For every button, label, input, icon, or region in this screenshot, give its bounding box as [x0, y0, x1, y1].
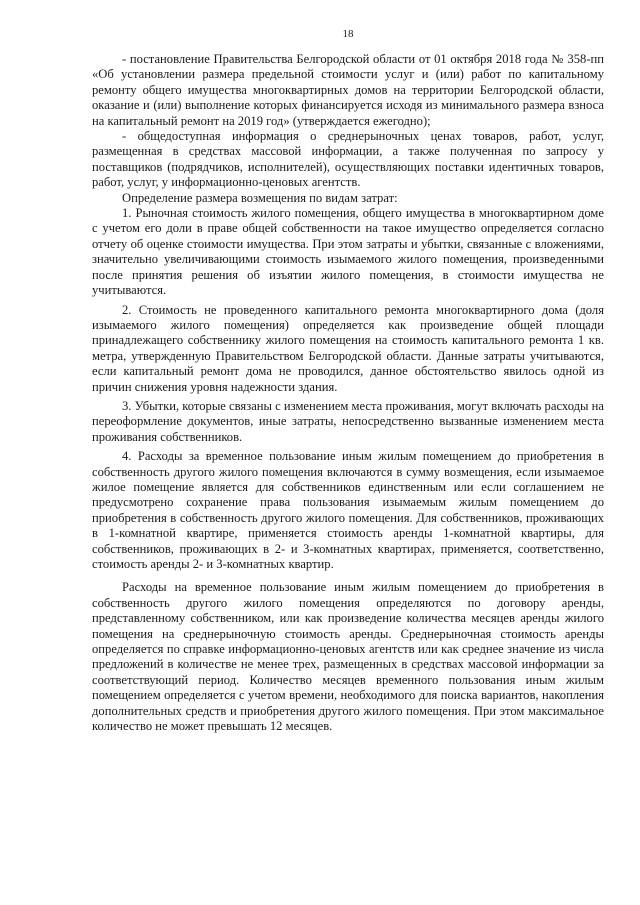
paragraph-item-3: 3. Убытки, которые связаны с изменением места проживания, могут включать расходы на переоформление документов, иные затраты, непосредственно вызванные изменением места проживания собственников. — [92, 398, 604, 444]
paragraph-public-info: - общедоступная информация о среднерыночных ценах товаров, работ, услуг, размещенная в средствах массовой информации, а также полученная по запросу у поставщиков (подрядчиков, исполнителей), осуществляющих поставки идентичных товаров, работ, услуг, у информационно-ценовых агентств. — [92, 129, 604, 190]
paragraph-item-1: 1. Рыночная стоимость жилого помещения, общего имущества в многоквартирном доме с учетом его доли в праве общей собственности на такое имущество определяется согласно отчету об оценке стоимости имущества. При этом затраты и убытки, связанные с вложениями, значительно увеличивающими стоимость изымаемого жилого помещения, произведенными после принятия решения об изъятии жилого помещения, в стоимости имущества не учитываются. — [92, 206, 604, 298]
page-number: 18 — [342, 28, 354, 40]
paragraph-rental-expenses: Расходы на временное пользование иным жилым помещением до приобретения в собственность другого жилого помещения определяются по договору аренды, представленному собственником, или как произведение количества месяцев аренды жилого помещения на среднерыночную стоимость аренды. Среднерыночная стоимость аренды определяется по справке информационно-ценовых агентств или как среднее значение из числа предложений в количестве не менее трех, размещенных в средствах массовой информации за соответствующий период. Количество месяцев временного пользования иным жилым помещением определяется с учетом времени, необходимого для поиска вариантов, накопления дополнительных средств и приобретения другого жилого помещения. При этом максимальное количество не может превышать 12 месяцев. — [92, 580, 604, 734]
paragraph-cost-types-heading: Определение размера возмещения по видам затрат: — [122, 190, 398, 205]
paragraph-resolution: - постановление Правительства Белгородской области от 01 октября 2018 года № 358-пп «Об установлении размера предельной стоимости услуг и (или) работ по капитальному ремонту общего имущества многоквартирных домов на территории Белгородской области, оказание и (или) выполнение которых финансируется исходя из минимального размера взноса на капитальный ремонт на 2019 год» (утверждается ежегодно); — [92, 52, 604, 128]
paragraph-item-2: 2. Стоимость не проведенного капитального ремонта многоквартирного дома (доля изымаемого жилого помещения) определяется как произведение общей площади принадлежащего собственнику жилого помещения на стоимость капитального ремонта 1 кв. метра, утвержденную Правительством Белгородской области. Данные затраты учитываются, если капитальный ремонт дома не проводился, данное обстоятельство явилось одной из причин снижения уровня надежности здания. — [92, 302, 604, 394]
paragraph-item-4: 4. Расходы за временное пользование иным жилым помещением до приобретения в собственность другого жилого помещения включаются в сумму возмещения, если изымаемое жилое помещение является для собственников единственным или если соглашением не предусмотрено сохранение права пользования изымаемым жилым помещением до приобретения в собственность другого жилого помещения. Для собственников, проживающих в 1-комнатной квартире, применяется стоимость аренды 1-комнатной квартиры, для собственников, проживающих в 2- и 3-комнатных квартирах, применяется, соответственно, стоимость аренды 2- и 3-комнатных квартир. — [92, 449, 604, 571]
